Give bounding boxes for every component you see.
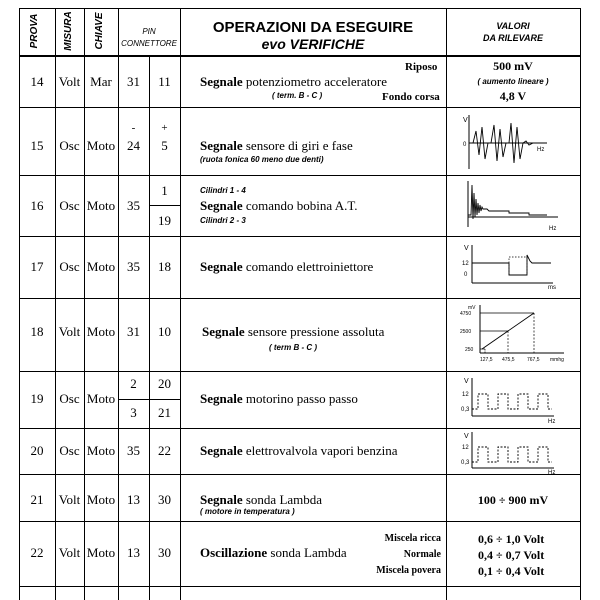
riposo-label: Riposo	[405, 61, 438, 73]
axis-label-0: 0	[464, 272, 468, 278]
pin-b: 18	[158, 259, 171, 274]
chiave: Moto	[86, 443, 116, 458]
prova-number: 19	[30, 391, 44, 406]
misura: Osc	[59, 138, 80, 153]
axis-label-12: 12	[462, 392, 469, 398]
chiave: Moto	[86, 492, 116, 507]
signal-text: elettrovalvola vapori benzina	[242, 443, 398, 458]
header-valori: VALORI	[496, 21, 530, 31]
chiave: Moto	[86, 391, 116, 406]
operation-description	[200, 74, 387, 90]
square-wave-graph	[460, 374, 560, 426]
axis-label-v: V	[464, 378, 469, 385]
operation-description	[200, 138, 353, 154]
signal-label: Segnale	[200, 74, 243, 89]
header-subtitle: evo VERIFICHE	[261, 36, 365, 52]
tick-label-x2: 475,5	[502, 357, 515, 363]
signal-label: Segnale	[200, 492, 243, 507]
signal-text: sensore di giri e fase	[242, 138, 353, 153]
pin-b-bottom: 21	[158, 405, 171, 420]
value-normal: 0,4 ÷ 0,7 Volt	[478, 548, 545, 562]
signal-label: Segnale	[200, 391, 243, 406]
terminal-note: ( term. B - C )	[272, 91, 323, 100]
operation-description	[200, 198, 358, 214]
cylinders-note-top: Cilindri 1 - 4	[200, 186, 246, 195]
signal-label: Segnale	[200, 198, 243, 213]
misura: Osc	[59, 443, 80, 458]
value-riposo: 500 mV	[493, 59, 533, 73]
note: (ruota fonica 60 meno due denti)	[200, 155, 324, 164]
pin-b-sign: +	[161, 122, 168, 134]
header-pin: PIN	[142, 27, 156, 36]
prova-number: 16	[30, 198, 44, 213]
misura: Volt	[58, 324, 81, 339]
engine-note: ( motore in temperatura )	[200, 507, 295, 516]
prova-number: 18	[30, 324, 44, 339]
prova-number: 14	[30, 74, 44, 89]
pin-a: 35	[127, 198, 140, 213]
mixture-rich-label: Miscela ricca	[384, 533, 441, 544]
axis-label-hz: Hz	[549, 226, 557, 232]
signal-text: potenziometro acceleratore	[242, 74, 387, 89]
pin-b: 30	[158, 492, 171, 507]
misura: Osc	[59, 259, 80, 274]
mixture-lean-label: Miscela povera	[376, 565, 441, 576]
operation-description	[200, 443, 397, 459]
chiave: Mar	[90, 74, 112, 89]
header-title: OPERAZIONI DA ESEGUIRE	[212, 19, 414, 36]
chiave: Moto	[86, 198, 116, 213]
signal-text: sensore pressione assoluta	[244, 324, 385, 339]
header-misura: MISURA	[63, 11, 74, 51]
axis-label-03: 0,3	[461, 460, 470, 466]
value-fondo-corsa: 4,8 V	[499, 89, 527, 103]
signal-label: Oscillazione	[200, 545, 268, 560]
chiave: Moto	[86, 138, 116, 153]
axis-label-ms: ms	[548, 285, 556, 291]
signal-label: Segnale	[200, 138, 243, 153]
signal-label: Segnale	[200, 259, 243, 274]
chiave: Moto	[86, 545, 116, 560]
misura: Volt	[58, 545, 81, 560]
operation-description	[200, 391, 358, 407]
axis-label-mv: mV	[468, 305, 476, 311]
operation-description	[200, 545, 347, 561]
axis-label-12: 12	[462, 261, 469, 267]
pin-a: 31	[127, 324, 140, 339]
axis-label-03: 0,3	[461, 407, 470, 413]
signal-label: Segnale	[200, 443, 243, 458]
operation-description	[200, 259, 373, 275]
header-da-rilevare: DA RILEVARE	[482, 33, 543, 43]
axis-label-v: V	[464, 245, 469, 252]
pin-a: 31	[127, 74, 140, 89]
pin-a-bottom: 3	[130, 405, 137, 420]
pin-b-top: 1	[161, 183, 168, 198]
mixture-normal-label: Normale	[403, 549, 441, 560]
chiave: Moto	[86, 259, 116, 274]
tick-label-250: 250	[465, 347, 474, 353]
pin-b: 22	[158, 443, 171, 458]
prova-number: 20	[30, 443, 44, 458]
header-prova: PROVA	[29, 13, 40, 49]
value-rich: 0,6 ÷ 1,0 Volt	[478, 532, 545, 546]
prova-number: 17	[30, 259, 44, 274]
axis-label-mmhg: mmhg	[550, 357, 564, 363]
pin-b: 10	[158, 324, 171, 339]
axis-label-12: 12	[462, 445, 469, 451]
waveform-graph	[463, 179, 563, 235]
axis-label-v: V	[463, 117, 468, 124]
pin-a: 35	[127, 443, 140, 458]
signal-label: Segnale	[202, 324, 245, 339]
axis-label-hz: Hz	[537, 147, 545, 153]
value-lean: 0,1 ÷ 0,4 Volt	[478, 564, 545, 578]
pin-a-sign: -	[131, 122, 136, 134]
operation-description	[200, 492, 322, 508]
pin-a: 13	[127, 545, 140, 560]
prova-number: 15	[30, 138, 44, 153]
value-note: ( aumento lineare )	[477, 77, 549, 86]
misura: Volt	[58, 74, 81, 89]
prova-number: 22	[30, 545, 44, 560]
signal-text: sonda Lambda	[242, 492, 323, 507]
signal-text: comando bobina A.T.	[242, 198, 358, 213]
waveform-graph	[463, 113, 553, 171]
pin-a: 24	[127, 138, 140, 153]
terminal-note: ( term B - C )	[269, 343, 317, 352]
prova-number: 21	[30, 492, 44, 507]
cylinders-note-bottom: Cilindri 2 - 3	[200, 216, 246, 225]
axis-label-v: V	[464, 433, 469, 440]
misura: Osc	[59, 391, 80, 406]
square-wave-graph	[460, 428, 560, 474]
signal-text: motorino passo passo	[242, 391, 358, 406]
pressure-graph	[458, 301, 576, 369]
header-chiave: CHIAVE	[94, 12, 105, 50]
tick-label-4750: 4750	[460, 311, 472, 317]
pin-b-top: 20	[158, 376, 171, 391]
signal-text: comando elettroiniettore	[242, 259, 374, 274]
pin-b: 30	[158, 545, 171, 560]
pin-b: 11	[158, 74, 171, 89]
axis-label-hz: Hz	[548, 470, 556, 474]
axis-label-zero: 0	[463, 142, 467, 148]
pin-a: 35	[127, 259, 140, 274]
fondo-corsa-label: Fondo corsa	[382, 91, 440, 103]
chiave: Moto	[86, 324, 116, 339]
header-connettore: CONNETTORE	[121, 39, 177, 48]
operation-description	[202, 324, 384, 340]
pin-b: 5	[161, 138, 168, 153]
pin-b-bottom: 19	[158, 213, 171, 228]
axis-label-hz: Hz	[548, 419, 556, 425]
misura: Volt	[58, 492, 81, 507]
value-range: 100 ÷ 900 mV	[477, 493, 549, 507]
pin-a: 13	[127, 492, 140, 507]
pin-a-top: 2	[130, 376, 137, 391]
signal-text: sonda Lambda	[267, 545, 347, 560]
tick-label-2500: 2500	[460, 329, 472, 335]
misura: Osc	[59, 198, 80, 213]
injector-graph	[461, 241, 565, 295]
tick-label-x3: 767,5	[527, 357, 540, 363]
tick-label-x1: 127,5	[480, 357, 493, 363]
